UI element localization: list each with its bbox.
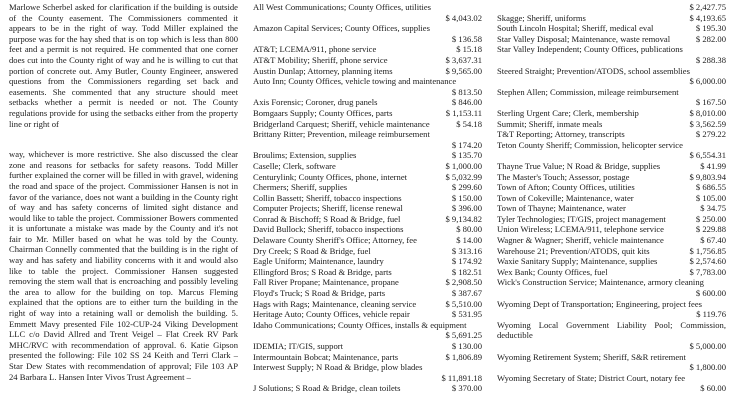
narrative-paragraph: Marlowe Scherbel asked for clarification if the building is outside of the County easement. The Commissioners commented it appears to be in the right of way. Todd Miller explained the purpose was for the hay shed that is on top which is less than 800 feet and a permit is not required. He commented that one corner does cut into the County right of way and he is willing to cut that portion of concrete out. Amy Butler, County Engineer, answered questions from the Commissioners regarding set back and easements. She commented that any structure should meet setbacks whether a permit is needed or not. The County regulations provide for using the setbacks either from the property line or right of (9, 2, 238, 129)
expense-vendor-description: The Master's Touch; Assessor, postage (497, 171, 630, 182)
expense-entry (253, 288, 482, 299)
expense-amount: $ 2,908.50 (445, 277, 482, 288)
expense-amount: $ 370.00 (451, 383, 482, 394)
expense-amount: $ 195.30 (695, 23, 726, 34)
expense-entry (497, 108, 726, 119)
expense-vendor-description: Heritage Auto; County Offices, vehicle repair (253, 309, 410, 320)
expense-vendor-description: Dry Creek; S Road & Bridge, fuel (253, 245, 371, 256)
expense-entry (253, 161, 482, 172)
expense-vendor-description: Fall River Propane; Maintenance, propane (253, 277, 399, 288)
expense-entry (253, 309, 482, 320)
narrative-paragraph: way, whichever is more restrictive. She also discussed the clear zone and reasons for setbacks for safety reasons. Todd Miller further explained the corner will be filled in with gravel, widening the road and space of the project. Commissioner Hansen is not in favor of the variance, does not want a building in the County right of way and has safety concerns of limited sight distance and would like to table the project. Commissioner Bowers commented it is unfortunate a mistake was made by the County and it's not fair to Mr. Miller based on what he was told by the County. Chairman Connelly commented that the building is in the right of way and has safety and liability concerns with it and would also like to table the project. Commissioner Hansen suggested removing the stem wall that is encroaching and possibly leveling the area to allow for the building on top. Marcus Fleming explained that the options are to either turn the building in the right of way into a retaining wall or demolish the building. 5. Emmett Mavy presented File 102-CUP-24 Viking Development LLC c/o David Allred and Trent Veigel – Flat Creek RV Park MHC/RVC with recommendation of approval. 6. Katie Gipson presented the following: File 102 SS 24 Keith and Terri Clark – Star Dew States with recommendation of approval; File 103 AP 24 Barbara L. Hansen Inter Vivos Trust Agreement – (9, 149, 238, 382)
expense-amount: $ 229.88 (695, 224, 726, 235)
expense-vendor-description: Brittany Ritter; Prevention, mileage reimbursement (253, 129, 430, 140)
expense-amount: $ 6,554.31 (689, 150, 726, 161)
expense-amount: $ 1,800.00 (689, 362, 726, 373)
expense-entry (497, 23, 726, 34)
expense-entry (497, 256, 726, 267)
expense-amount: $ 150.00 (451, 192, 482, 203)
expense-amount: $ 1,806.89 (445, 351, 482, 362)
expense-vendor-description: Teton County Sheriff; Commission, helicopter service (497, 139, 683, 150)
expense-vendor-description: Wyoming Local Government Liability Pool; Commission, deductible (497, 319, 726, 341)
expense-amount: $ 4,043.02 (445, 12, 482, 23)
expense-entry (253, 66, 482, 77)
expense-vendor-description: Tyler Technologies; IT/GIS, project management (497, 213, 666, 224)
expense-amount: $ 299.60 (451, 182, 482, 193)
expense-entry (497, 320, 726, 352)
expense-amount: $ 2,427.75 (689, 2, 726, 12)
expense-vendor-description: Town of Afton; County Offices, utilities (497, 182, 635, 193)
expense-entry (497, 172, 726, 183)
expense-vendor-description: Wagner & Wagner; Sheriff, vehicle maintenance (497, 235, 664, 246)
expense-amount: $ 7,783.00 (689, 266, 726, 277)
expense-vendor-description: Idaho Communications; County Offices, installs & equipment (253, 319, 467, 330)
expense-vendor-description: Wex Bank; County Offices, fuel (497, 266, 608, 277)
minutes-narrative-column (9, 2, 238, 400)
expense-vendor-description: Chermers; Sheriff, supplies (253, 182, 348, 193)
expense-amount: $ 9,803.94 (689, 171, 726, 182)
expense-entry (253, 76, 482, 97)
expense-entry (497, 299, 726, 320)
expense-amount: $ 1,756.85 (689, 245, 726, 256)
expense-entry (497, 13, 726, 24)
expense-entry (253, 277, 482, 288)
expense-vendor-description: Eagle Uniform; Maintenance, laundry (253, 256, 384, 267)
expense-amount: $ 387.67 (451, 288, 482, 299)
expense-amount: $ 135.70 (451, 150, 482, 161)
expense-amount: $ 34.75 (700, 203, 726, 214)
expense-vendor-description: Summit; Sheriff, inmate meals (497, 118, 603, 129)
expense-entry (253, 224, 482, 235)
expense-amount: $ 396.00 (451, 203, 482, 214)
expense-vendor-description: Union Wireless; LCEMA/911, telephone service (497, 224, 664, 235)
expense-amount: $ 4,193.65 (689, 12, 726, 23)
expense-vendor-description: Centurylink; County Offices, phone, internet (253, 171, 408, 182)
expense-entry (497, 267, 726, 278)
expense-vendor-description: AT&T; LCEMA/911, phone service (253, 44, 377, 55)
expense-entry (497, 235, 726, 246)
expense-vendor-description: Intermountain Bobcat; Maintenance, parts (253, 351, 399, 362)
expense-amount: $ 41.99 (700, 160, 726, 171)
expense-list-column-2 (497, 2, 726, 400)
expense-amount: $ 5,510.00 (445, 298, 482, 309)
expense-entry (253, 23, 482, 44)
expense-entry (253, 129, 482, 150)
expense-entry (253, 97, 482, 108)
expense-entry (497, 224, 726, 235)
expense-vendor-description: Floyd's Truck; S Road & Bridge, parts (253, 288, 386, 299)
expense-entry (253, 44, 482, 55)
expense-amount: $ 15.18 (456, 44, 482, 55)
expense-vendor-description: Ellingford Bros; S Road & Bridge, parts (253, 266, 392, 277)
expense-entry (497, 352, 726, 373)
expense-amount: $ 5,032.99 (445, 171, 482, 182)
expense-vendor-description: Star Valley Independent; County Offices, publications (497, 44, 683, 55)
expense-vendor-description: Warehouse 21; Prevention/ATODS, quit kits (497, 245, 650, 256)
expense-amount: $ 182.51 (451, 266, 482, 277)
expense-amount: $ 250.00 (695, 213, 726, 224)
expense-entry (497, 87, 726, 108)
expense-vendor-description: Sterling Urgent Care; Clerk, membership (497, 107, 639, 118)
expense-vendor-description: Town of Cokeville; Maintenance, water (497, 192, 634, 203)
expense-vendor-description: Bridgerland Carquest; Sheriff, vehicle maintenance (253, 118, 430, 129)
expense-amount: $ 174.92 (451, 256, 482, 267)
expense-vendor-description: Steered Straight; Prevention/ATODS, school assemblies (497, 65, 690, 76)
expense-entry (497, 2, 726, 13)
expense-entry (497, 66, 726, 87)
expense-vendor-description: Hags with Rags; Maintenance, cleaning service (253, 298, 417, 309)
expense-entry (253, 172, 482, 183)
expense-entry (253, 256, 482, 267)
expense-entry (497, 182, 726, 193)
expense-entry (497, 246, 726, 257)
expense-amount: $ 167.50 (695, 97, 726, 108)
expense-vendor-description: Collin Bassett; Sheriff, tobacco inspections (253, 192, 402, 203)
expense-entry (253, 150, 482, 161)
expense-amount: $ 67.40 (700, 235, 726, 246)
expense-entry (497, 119, 726, 130)
expense-entry (253, 246, 482, 257)
expense-amount: $ 3,562.59 (689, 118, 726, 129)
expense-entry (497, 34, 726, 45)
expense-vendor-description: Interwest Supply; N Road & Bridge, plow blades (253, 362, 423, 373)
expense-amount: $ 136.58 (451, 33, 482, 44)
expense-amount: $ 3,637.31 (445, 54, 482, 65)
expense-vendor-description: All West Communications; County Offices, utilities (253, 2, 432, 12)
expense-amount: $ 130.00 (451, 341, 482, 351)
expense-vendor-description: Computer Projects; Sheriff, license renewal (253, 203, 403, 214)
expense-vendor-description: Conrad & Bischoff; S Road & Bridge, fuel (253, 213, 401, 224)
expense-amount: $ 54.18 (456, 118, 482, 129)
expense-entry (253, 2, 482, 23)
expense-entry (497, 129, 726, 140)
expense-vendor-description: Delaware County Sheriff's Office; Attorney, fee (253, 235, 417, 246)
expense-entry (253, 55, 482, 66)
expense-entry (253, 119, 482, 130)
expense-entry (497, 193, 726, 204)
expense-entry (497, 44, 726, 65)
expense-entry (497, 203, 726, 214)
expense-vendor-description: IDEMIA; IT/GIS, support (253, 341, 343, 351)
expense-vendor-description: Town of Thayne; Maintenance, water (497, 203, 626, 214)
expense-vendor-description: Auto Inn; County Offices, vehicle towing and maintenance (253, 76, 457, 87)
expense-vendor-description: Wyoming Secretary of State; District Court, notary fee (497, 372, 686, 383)
expense-vendor-description: Thayne True Value; N Road & Bridge, supplies (497, 160, 661, 171)
expense-entry (253, 299, 482, 310)
expense-amount: $ 288.38 (695, 54, 726, 65)
expense-amount: $ 60.00 (700, 383, 726, 394)
expense-vendor-description: South Lincoln Hospital; Sheriff, medical eval (497, 23, 654, 34)
expense-vendor-description: Broulims; Extension, supplies (253, 150, 357, 161)
expense-vendor-description: AT&T Mobility; Sheriff, phone service (253, 54, 388, 65)
expense-entry (253, 320, 482, 341)
expense-entry (253, 341, 482, 352)
expense-amount: $ 686.55 (695, 182, 726, 193)
expense-amount: $ 1,000.00 (445, 160, 482, 171)
expense-list-column-1 (253, 2, 482, 400)
expense-amount: $ 80.00 (456, 224, 482, 235)
expense-vendor-description: Wyoming Dept of Transportation; Engineering, project fees (497, 298, 702, 309)
expense-vendor-description: Bomgaars Supply; County Offices, parts (253, 107, 393, 118)
expense-amount: $ 6,000.00 (689, 76, 726, 87)
expense-vendor-description: Axis Forensic; Coroner, drug panels (253, 97, 378, 108)
expense-amount: $ 119.76 (696, 309, 726, 320)
expense-amount: $ 282.00 (695, 33, 726, 44)
expense-amount: $ 313.16 (451, 245, 482, 256)
expense-vendor-description: Skagge; Sheriff, uniforms (497, 12, 586, 23)
expense-entry (253, 352, 482, 363)
expense-vendor-description: Waxie Sanitary Supply; Maintenance, supplies (497, 256, 658, 267)
expense-entry (253, 193, 482, 204)
expense-vendor-description: Amazon Capital Services; County Offices, supplies (253, 23, 430, 34)
expense-amount: $ 279.22 (695, 129, 726, 140)
expense-vendor-description: Austin Dunlap; Attorney, planning items (253, 65, 393, 76)
expense-amount: $ 600.00 (695, 288, 726, 299)
expense-amount: $ 14.00 (456, 235, 482, 246)
expense-amount: $ 9,565.00 (445, 65, 482, 76)
expense-entry (253, 362, 482, 383)
expense-amount: $ 813.50 (451, 86, 482, 97)
expense-vendor-description: Star Valley Disposal; Maintenance, waste removal (497, 33, 671, 44)
expense-amount: $ 8,010.00 (689, 107, 726, 118)
expense-vendor-description: Caselle; Clerk, software (253, 160, 336, 171)
expense-entry (253, 203, 482, 214)
expense-amount: $ 5,691.25 (445, 330, 482, 341)
expense-entry (497, 373, 726, 394)
expense-amount: $ 105.00 (695, 192, 726, 203)
expense-entry (497, 140, 726, 161)
expense-amount: $ 531.95 (451, 309, 482, 320)
expense-entry (253, 182, 482, 193)
expense-entry (253, 235, 482, 246)
expense-amount: $ 174.20 (451, 139, 482, 150)
expense-amount: $ 1,153.11 (445, 107, 482, 118)
expense-entry (253, 214, 482, 225)
expense-amount: $ 11,891.18 (441, 372, 482, 383)
expense-entry (497, 161, 726, 172)
expense-vendor-description: Stephen Allen; Commission, mileage reimbursement (497, 86, 679, 97)
expense-entry (497, 214, 726, 225)
expense-amount: $ 846.00 (451, 97, 482, 108)
expense-entry (253, 267, 482, 278)
expense-amount: $ 9,134.82 (445, 213, 482, 224)
expense-amount: $ 2,574.60 (689, 256, 726, 267)
expense-vendor-description: Wyoming Retirement System; Sheriff, S&R retirement (497, 351, 686, 362)
expense-vendor-description: David Bullock; Sheriff, tobacco inspections (253, 224, 404, 235)
expense-entry (253, 108, 482, 119)
expense-vendor-description: T&T Reporting; Attorney, transcripts (497, 129, 625, 140)
expense-vendor-description: J Solutions; S Road & Bridge, clean toilets (253, 383, 401, 394)
expense-entry (253, 383, 482, 394)
expense-vendor-description: Wick's Construction Service; Maintenance, armory cleaning (497, 277, 704, 288)
expense-amount: $ 5,000.00 (689, 341, 726, 351)
expense-entry (497, 277, 726, 298)
